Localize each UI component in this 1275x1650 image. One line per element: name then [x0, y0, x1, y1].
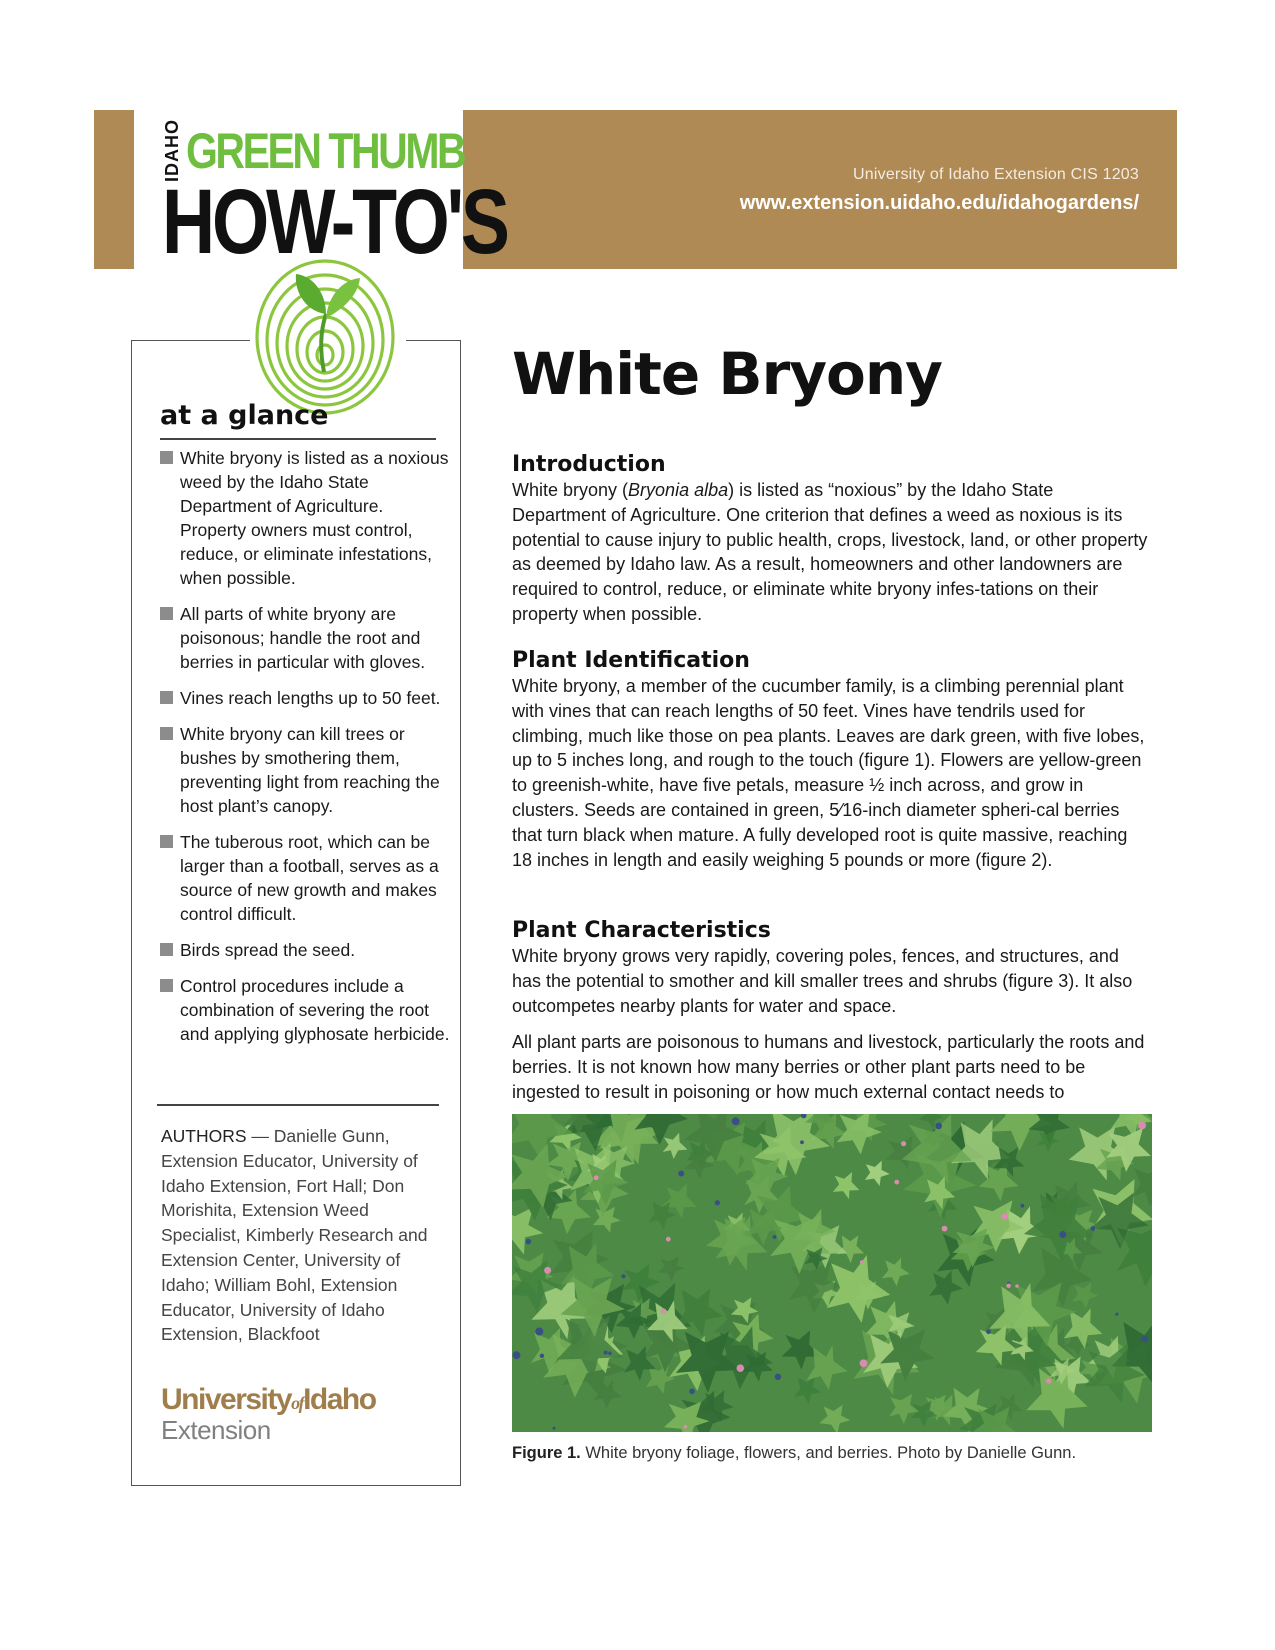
plant-identification-heading: Plant Identification	[512, 648, 750, 673]
authors-block	[161, 1124, 441, 1347]
list-item: All parts of white bryony are poisonous; handle the root and berries in particular with gloves.	[160, 602, 450, 674]
header-banner	[463, 110, 1177, 269]
berry-dot	[513, 1351, 521, 1359]
berry-dot	[678, 1171, 684, 1177]
glance-divider-top	[160, 438, 436, 440]
logo-howtos-text: HOW-TO'S	[162, 171, 507, 273]
berry-dot	[986, 1329, 991, 1334]
berry-dot	[901, 1141, 906, 1146]
bullet-square-icon	[160, 727, 173, 740]
flower-dot	[894, 1180, 899, 1185]
flower-dot	[737, 1364, 745, 1372]
flower-dot	[1138, 1122, 1146, 1130]
flower-dot	[1021, 1204, 1025, 1208]
flower-dot	[666, 1237, 671, 1242]
flower-dot	[1142, 1336, 1148, 1342]
university-of-idaho-extension-logo: UniversityofIdaho Extension	[161, 1383, 376, 1445]
at-a-glance-heading: at a glance	[160, 400, 329, 431]
bullet-square-icon	[160, 607, 173, 620]
poison-paragraph: All plant parts are poisonous to humans and livestock, particularly the roots and berries. It is not known how many berries or other plant parts need to be ingested to result in poisoning or how much external contact needs to	[512, 1032, 1145, 1102]
bullet-square-icon	[160, 835, 173, 848]
berry-dot	[540, 1354, 544, 1358]
introduction-heading: Introduction	[512, 452, 666, 477]
list-item: Vines reach lengths up to 50 feet.	[160, 686, 450, 710]
figure-caption: Figure 1. White bryony foliage, flowers, and berries. Photo by Danielle Gunn.	[512, 1444, 1077, 1462]
flower-dot	[775, 1374, 781, 1380]
website-link[interactable]: www.extension.uidaho.edu/idahogardens/	[739, 192, 1139, 214]
green-thumb-logo	[150, 112, 507, 412]
berry-dot	[544, 1267, 551, 1274]
white-bryony-foliage-photo	[512, 1114, 1152, 1432]
flower-dot	[800, 1140, 804, 1144]
plant-characteristics-paragraph: White bryony grows very rapidly, covering poles, fences, and structures, and has the potential to smother and kill smaller trees and shrubs (figure 3). It also outcompetes nearby plants for water and space.	[512, 946, 1133, 1016]
publication-series: University of Idaho Extension CIS 1203	[853, 166, 1139, 183]
flower-dot	[773, 1235, 777, 1239]
bullet-square-icon	[160, 451, 173, 464]
flower-dot	[608, 1352, 612, 1356]
glance-list	[160, 446, 450, 1058]
berry-dot	[715, 1200, 720, 1205]
plant-identification-paragraph: White bryony, a member of the cucumber family, is a climbing perennial plant with vines that can reach lengths of 50 feet. Vines have tendrils used for climbing, much like those on pea plants. Leaves are dark green, with five lobes, up to 5 inches long, and rough to the touch (figure 1). Flowers are yellow-green to greenish-white, have five petals, measure ½ inch across, and grow in clusters. Seeds are contained in green, 5⁄16-inch diameter spheri-cal berries that turn black when mature. A fully developed root is quite massive, reaching 18 inches in length and easily weighing 5 pounds or more (figure 2).	[512, 676, 1145, 870]
berry-dot	[594, 1175, 599, 1180]
flower-dot	[1006, 1284, 1011, 1289]
logo-idaho-text: IDAHO	[162, 119, 182, 182]
authors-label: AUTHORS	[161, 1126, 247, 1146]
glance-divider-bottom	[157, 1104, 439, 1106]
berry-dot	[661, 1308, 667, 1314]
flower-dot	[732, 1117, 740, 1125]
flower-dot	[1046, 1378, 1051, 1383]
berry-dot	[1015, 1284, 1019, 1288]
berry-dot	[942, 1226, 948, 1232]
logo-green-thumb-text: GREEN THUMB	[186, 123, 465, 179]
flower-dot	[553, 1427, 556, 1430]
flower-dot	[604, 1351, 608, 1355]
berry-dot	[1115, 1313, 1118, 1316]
berry-dot	[621, 1274, 625, 1278]
list-item: Control procedures include a combination of severing the root and applying glyphosate herbicide.	[160, 974, 450, 1046]
flower-dot	[526, 1239, 532, 1245]
thumbprint-leaf-icon	[250, 252, 400, 417]
bullet-square-icon	[160, 979, 173, 992]
page-title: White Bryony	[512, 340, 942, 408]
berry-dot	[1059, 1231, 1066, 1238]
list-item: White bryony can kill trees or bushes by smothering them, preventing light from reaching the host plant’s canopy.	[160, 722, 450, 818]
banner-left-bar	[94, 110, 134, 269]
authors-text: — Danielle Gunn, Extension Educator, University of Idaho Extension, Fort Hall; Don Morishita, Extension Weed Specialist, Kimberly Research and Extension Center, University of Idaho; William Bohl, Extension Educator, University of Idaho Extension, Blackfoot	[161, 1126, 428, 1345]
list-item: The tuberous root, which can be larger than a football, serves as a source of new growth and makes control difficult.	[160, 830, 450, 926]
list-item: Birds spread the seed.	[160, 938, 450, 962]
flower-dot	[1001, 1213, 1008, 1220]
berry-dot	[935, 1123, 942, 1130]
berry-dot	[860, 1260, 864, 1264]
flower-dot	[689, 1389, 695, 1395]
plant-characteristics-heading: Plant Characteristics	[512, 918, 771, 943]
list-item: White bryony is listed as a noxious weed by the Idaho State Department of Agriculture. Property owners must control, reduce, or eliminate infestations, when possible.	[160, 446, 450, 590]
bullet-square-icon	[160, 943, 173, 956]
flower-dot	[684, 1425, 688, 1429]
bullet-square-icon	[160, 691, 173, 704]
flower-dot	[860, 1359, 868, 1367]
introduction-paragraph: White bryony (Bryonia alba) is listed as “noxious” by the Idaho State Department of Agriculture. One criterion that defines a weed as noxious is its potential to cause injury to public health, crops, livestock, land, or other property as deemed by Idaho law. As a result, homeowners and other landowners are required to control, reduce, or eliminate white bryony infes-tations on their property when possible.	[512, 480, 1148, 624]
flower-dot	[535, 1328, 543, 1336]
flower-dot	[1091, 1226, 1096, 1231]
